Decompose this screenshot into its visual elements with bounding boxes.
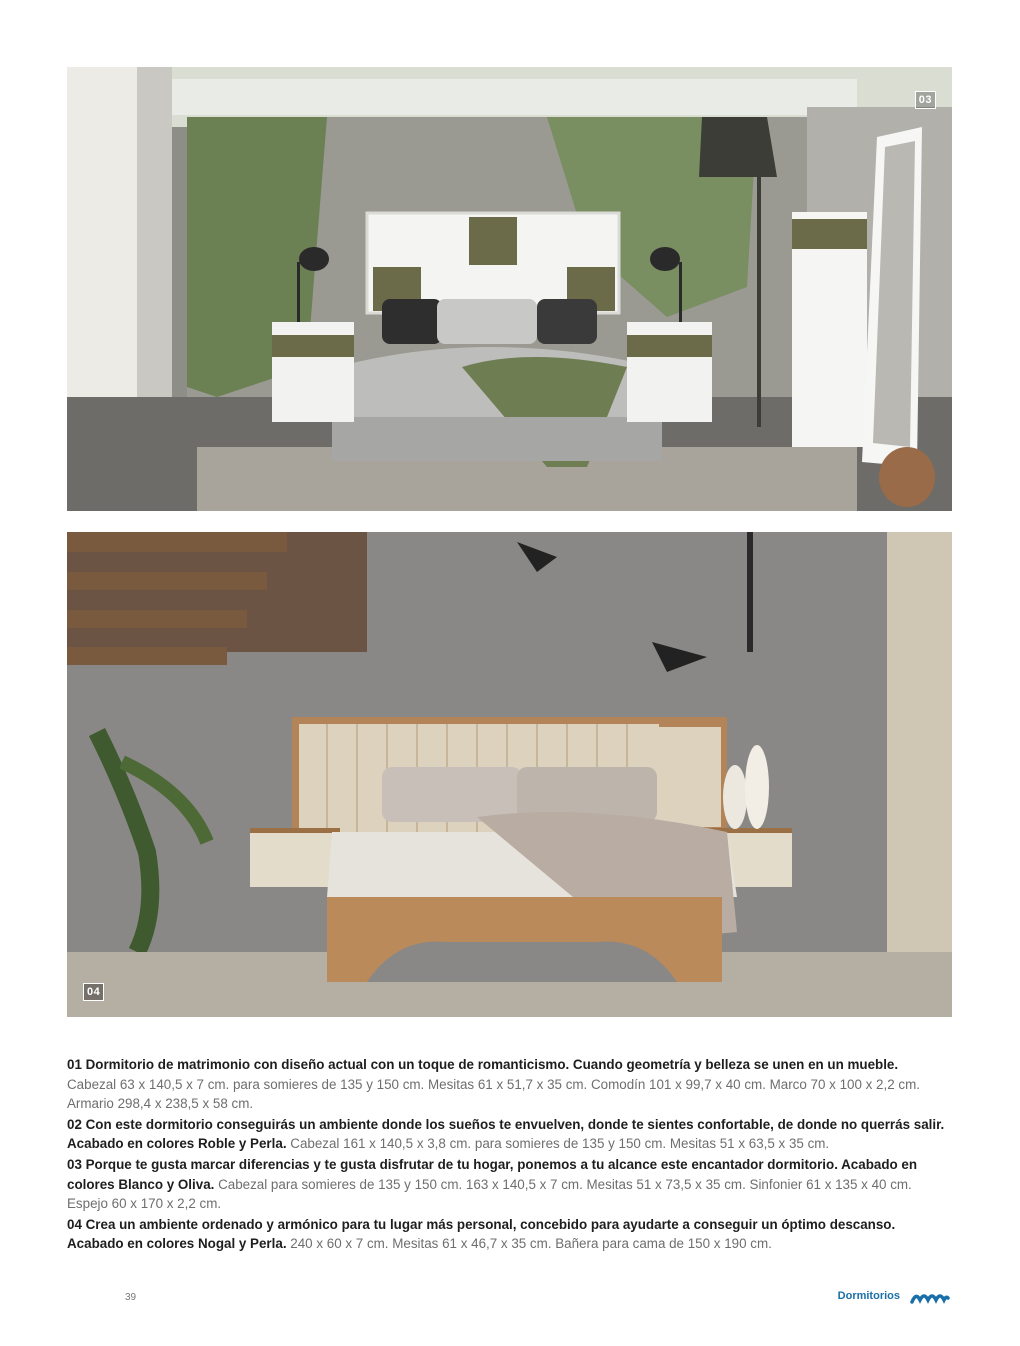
caption-finish: Acabado en colores Roble y Perla. [67, 1136, 287, 1152]
bedroom-photo-04 [67, 532, 952, 1017]
caption-details: Cabezal para somieres de 135 y 150 cm. 163 x 140,5 x 7 cm. Mesitas 51 x 73,5 x 35 cm. Sinfonier 61 x 135 x 40 cm. Espejo 60 x 170 x 2,2 cm. [67, 1176, 912, 1212]
photo-number-tag: 03 [915, 91, 936, 109]
caption-heading: 03 Porque te gusta marcar diferencias y te gusta disfrutar de tu hogar, ponemos a tu alcance este encantador dormitorio. Acabado en colores Blanco y Oliva. [67, 1156, 918, 1192]
product-descriptions [67, 1055, 952, 1255]
caption-details: Cabezal 161 x 140,5 x 3,8 cm. para somieres de 135 y 150 cm. Mesitas 51 x 63,5 x 35 cm. [286, 1136, 830, 1152]
bedroom-04-illustration [67, 532, 952, 1017]
caption-heading: 02 Con este dormitorio conseguirás un ambiente donde los sueños te envuelven, donde te sientes confortable, de donde no querrás salir. [67, 1116, 945, 1132]
caption-02 [67, 1115, 952, 1154]
caption-heading: 04 Crea un ambiente ordenado y armónico para tu lugar más personal, concebido para ayudarte a conseguir un óptimo descanso. Acabado en colores Nogal y Perla. [67, 1216, 896, 1252]
caption-details: Cabezal 63 x 140,5 x 7 cm. para somieres de 135 y 150 cm. Mesitas 61 x 51,7 x 35 cm. Comodín 101 x 99,7 x 40 cm. Marco 70 x 100 x 2,2 cm. Armario 298,4 x 238,5 x 58 cm. [67, 1076, 920, 1112]
caption-heading: 01 Dormitorio de matrimonio con diseño actual con un toque de romanticismo. Cuando geometría y belleza se unen en un mueble. [67, 1057, 899, 1072]
caption-01 [67, 1055, 952, 1114]
bedroom-03-illustration [67, 67, 952, 511]
section-label: Dormitorios [837, 1290, 900, 1302]
photo-number-tag: 04 [83, 983, 104, 1001]
caption-04 [67, 1215, 952, 1254]
brand-wave-icon [910, 1290, 950, 1306]
bedroom-photo-03 [67, 67, 952, 511]
caption-03 [67, 1155, 952, 1214]
caption-details: 240 x 60 x 7 cm. Mesitas 61 x 46,7 x 35 cm. Bañera para cama de 150 x 190 cm. [286, 1236, 772, 1252]
page-number: 39 [125, 1292, 137, 1303]
